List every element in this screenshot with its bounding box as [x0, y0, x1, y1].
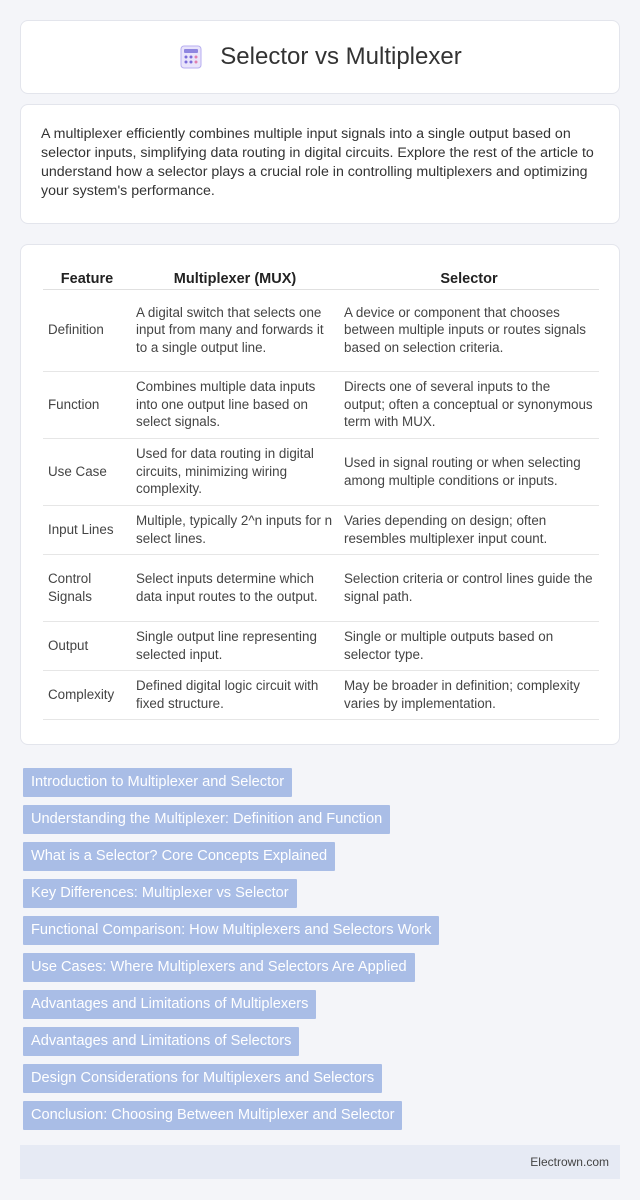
table-cell-mux: Select inputs determine which data input routes to the output. [131, 554, 339, 621]
table-row [43, 554, 599, 621]
comparison-table-card [20, 244, 620, 745]
table-cell-selector: Used in signal routing or when selecting among multiple conditions or inputs. [339, 438, 599, 505]
table-cell-feature: Function [43, 371, 131, 438]
table-of-contents [23, 768, 439, 1138]
table-row [43, 289, 599, 371]
toc-link-key-differences[interactable]: Key Differences: Multiplexer vs Selector [23, 879, 297, 908]
table-cell-feature: Control Signals [43, 554, 131, 621]
table-cell-mux: Defined digital logic circuit with fixed structure. [131, 670, 339, 719]
footer [20, 1145, 620, 1179]
comparison-table [43, 265, 599, 720]
table-cell-feature: Output [43, 621, 131, 670]
table-cell-selector: A device or component that chooses between multiple inputs or routes signals based on selection criteria. [339, 289, 599, 371]
page-title: Selector vs Multiplexer [220, 43, 462, 70]
table-cell-selector: Directs one of several inputs to the output; often a conceptual or synonymous term with MUX. [339, 371, 599, 438]
toc-link-what-is-selector[interactable]: What is a Selector? Core Concepts Explained [23, 842, 335, 871]
intro-card [20, 104, 620, 224]
toc-link-understanding-multiplexer[interactable]: Understanding the Multiplexer: Definition and Function [23, 805, 390, 834]
toc-link-use-cases[interactable]: Use Cases: Where Multiplexers and Selectors Are Applied [23, 953, 415, 982]
table-cell-feature: Definition [43, 289, 131, 371]
table-row [43, 438, 599, 505]
toc-link-introduction[interactable]: Introduction to Multiplexer and Selector [23, 768, 292, 797]
toc-link-conclusion[interactable]: Conclusion: Choosing Between Multiplexer and Selector [23, 1101, 402, 1130]
table-cell-feature: Input Lines [43, 505, 131, 554]
table-cell-selector: Single or multiple outputs based on selector type. [339, 621, 599, 670]
table-cell-selector: May be broader in definition; complexity varies by implementation. [339, 670, 599, 719]
table-header-row [43, 265, 599, 289]
table-cell-mux: Used for data routing in digital circuits, minimizing wiring complexity. [131, 438, 339, 505]
table-row [43, 371, 599, 438]
table-cell-mux: Multiple, typically 2^n inputs for n select lines. [131, 505, 339, 554]
table-cell-mux: A digital switch that selects one input from many and forwards it to a single output line. [131, 289, 339, 371]
intro-paragraph: A multiplexer efficiently combines multiple input signals into a single output based on selector inputs, simplifying data routing in digital circuits. Explore the rest of the article to understand how a selector plays a crucial role in controlling multiplexers and optimizing your system's performance. [41, 126, 594, 199]
table-cell-selector: Selection criteria or control lines guide the signal path. [339, 554, 599, 621]
table-cell-selector: Varies depending on design; often resembles multiplexer input count. [339, 505, 599, 554]
table-row [43, 505, 599, 554]
table-row [43, 621, 599, 670]
toc-link-design-considerations[interactable]: Design Considerations for Multiplexers and Selectors [23, 1064, 382, 1093]
table-cell-feature: Complexity [43, 670, 131, 719]
column-header-selector: Selector [339, 265, 599, 289]
toc-link-functional-comparison[interactable]: Functional Comparison: How Multiplexers and Selectors Work [23, 916, 439, 945]
table-row [43, 670, 599, 719]
table-cell-mux: Single output line representing selected input. [131, 621, 339, 670]
toc-link-advantages-multiplexers[interactable]: Advantages and Limitations of Multiplexers [23, 990, 316, 1019]
title-card [20, 20, 620, 94]
table-cell-feature: Use Case [43, 438, 131, 505]
toc-link-advantages-selectors[interactable]: Advantages and Limitations of Selectors [23, 1027, 299, 1056]
footer-site-name: Electrown.com [530, 1155, 609, 1169]
table-cell-mux: Combines multiple data inputs into one output line based on select signals. [131, 371, 339, 438]
column-header-mux: Multiplexer (MUX) [131, 265, 339, 289]
calculator-icon [178, 44, 204, 70]
column-header-feature: Feature [43, 265, 131, 289]
